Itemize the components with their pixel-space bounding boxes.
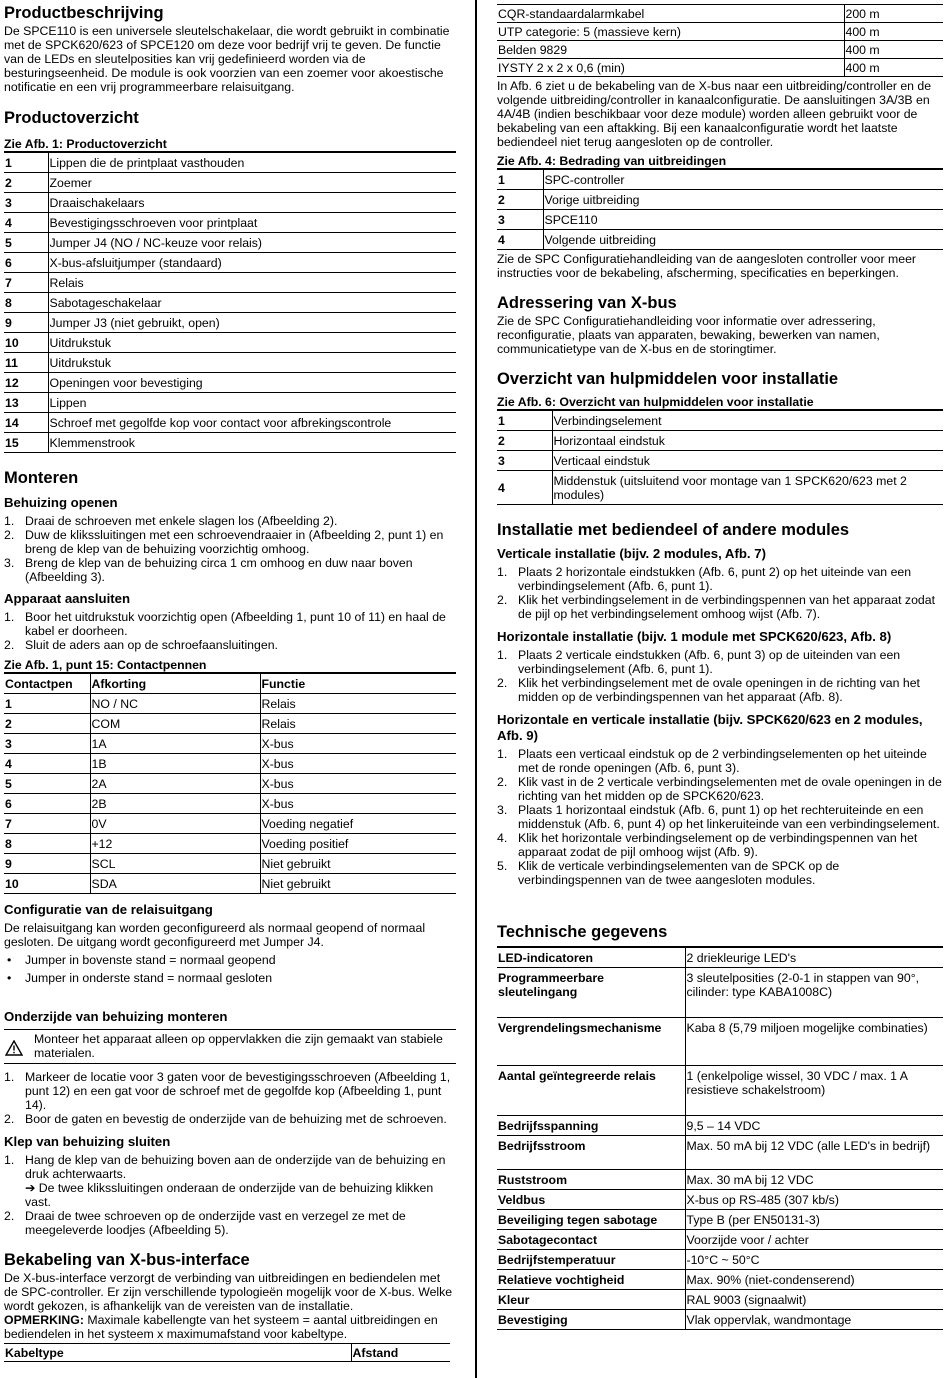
table-cell: X-bus: [260, 754, 456, 774]
table-cell: NO / NC: [90, 694, 260, 714]
warning-box: [4, 1029, 456, 1064]
table-cell: Relatieve vochtigheid: [497, 1270, 685, 1290]
heading-horizontale-installatie: Horizontale installatie (bijv. 1 module met SPCK620/623, Afb. 8): [497, 629, 892, 644]
table-cell: Voorzijde voor / achter: [685, 1230, 943, 1250]
table-cell: 9: [4, 854, 90, 874]
table-cell: Draaischakelaars: [48, 193, 456, 213]
list-number: 2.: [497, 676, 508, 690]
table-cell: 4: [497, 471, 552, 505]
table-row: [4, 814, 456, 834]
table-cell: Max. 30 mA bij 12 VDC: [685, 1170, 943, 1190]
list-item: [497, 676, 943, 704]
table-row: [4, 774, 456, 794]
table-row: [4, 273, 456, 293]
table-cell: 10: [4, 333, 48, 353]
list-item: [497, 565, 943, 593]
list-item: [497, 831, 943, 859]
table-cell: 4: [497, 230, 543, 250]
table-cell: 14: [4, 413, 48, 433]
table-cell: RAL 9003 (signaalwit): [685, 1290, 943, 1310]
table-cell: Relais: [260, 714, 456, 734]
table-bedrading: [497, 169, 943, 250]
list-number: 1.: [497, 648, 508, 662]
table-cell: 1B: [90, 754, 260, 774]
table-row: [497, 41, 943, 59]
bullet-icon: •: [7, 971, 12, 985]
list-number: 2.: [497, 775, 508, 789]
list-number: 2.: [497, 593, 508, 607]
table-row: [4, 213, 456, 233]
heading-apparaat-aansluiten: Apparaat aansluiten: [4, 591, 131, 606]
heading-verticale-installatie: Verticale installatie (bijv. 2 modules, Afb. 7): [497, 546, 766, 561]
table-row: [497, 1210, 943, 1230]
list-number: 4.: [497, 831, 508, 845]
list-item: [4, 556, 456, 584]
table-row: [4, 253, 456, 273]
table-row: [497, 431, 943, 451]
table-cell: Programmeerbare sleutelingang: [497, 968, 685, 1018]
table-header-row: [4, 674, 456, 694]
table-cell: X-bus: [260, 794, 456, 814]
table-cell: 2: [497, 190, 543, 210]
bullet-item: [4, 971, 456, 985]
right-column: [497, 4, 943, 1330]
list-text: Klik vast in de 2 verticale verbindingselementen met de ovale openingen in de richting van het midden op de SPCK620/623.: [518, 775, 942, 803]
list-behuizing-openen: [4, 514, 456, 584]
table-header-cell: Contactpen: [4, 674, 90, 694]
bullet-text: Jumper in bovenste stand = normaal geopend: [25, 953, 276, 967]
header-afstand: Afstand: [351, 1344, 450, 1362]
list-number: 1.: [497, 747, 508, 761]
table-row: [497, 230, 943, 250]
list-number: 3.: [497, 803, 508, 817]
list-text: Klik het verbindingselement met de ovale openingen in de richting van het midden op de verbindingspennen van het apparaat (Afb. 8).: [518, 676, 920, 704]
table-cell: Vlak oppervlak, wandmontage: [685, 1310, 943, 1330]
table-cell: X-bus-afsluitjumper (standaard): [48, 253, 456, 273]
table-cell: Bedrijfsstroom: [497, 1136, 685, 1170]
table-row: [497, 947, 943, 968]
table-cell: 1 (enkelpolige wissel, 30 VDC / max. 1 A resistieve schakelstroom): [685, 1066, 943, 1116]
table-cell: Bedrijfsspanning: [497, 1116, 685, 1136]
table-cell: IYSTY 2 x 2 x 0,6 (min): [497, 59, 844, 77]
list-item: [497, 775, 943, 803]
table-cell: X-bus: [260, 734, 456, 754]
table-cell: 9: [4, 313, 48, 333]
table-cell: 2A: [90, 774, 260, 794]
table-cell: Belden 9829: [497, 41, 844, 59]
table-row: [497, 59, 943, 77]
table-cell: Volgende uitbreiding: [543, 230, 943, 250]
table-row: [4, 754, 456, 774]
table-cell: Jumper J3 (niet gebruikt, open): [48, 313, 456, 333]
bullet-icon: •: [7, 953, 12, 967]
list-number: 5.: [497, 859, 508, 873]
table-cell: Max. 50 mA bij 12 VDC (alle LED's in bedrijf): [685, 1136, 943, 1170]
table-cell: SPCE110: [543, 210, 943, 230]
table-cell: Schroef met gegolfde kop voor contact voor afbrekingscontrole: [48, 413, 456, 433]
text-bekabeling: De X-bus-interface verzorgt de verbinding van uitbreidingen en bediendelen met de SPC-controller. Er zijn verschillende typologieën mogelijk voor de X-bus. Welke wordt gekozen, is afhankelijk van de vereisten van de installatie.: [4, 1271, 453, 1313]
table-cell: 2: [497, 431, 552, 451]
list-horverticale-installatie: [497, 747, 943, 887]
table-cell: 6: [4, 794, 90, 814]
table-cell: Verbindingselement: [552, 411, 943, 431]
table-cell: 10: [4, 874, 90, 894]
list-item: [497, 747, 943, 775]
table-row: [4, 794, 456, 814]
table-row: [497, 968, 943, 1018]
table-row: [4, 333, 456, 353]
table-cell: Bedrijfstemperatuur: [497, 1250, 685, 1270]
list-number: 1.: [4, 610, 15, 624]
heading-configuratie: Configuratie van de relaisuitgang: [4, 902, 213, 917]
list-item: [497, 859, 943, 887]
list-text: Duw de klikssluitingen met een schroevendraaier in (Afbeelding 2, punt 1) en breng de klep van de behuizing voorzichtig omhoog.: [25, 528, 444, 556]
table-row: [4, 373, 456, 393]
list-number: 2.: [4, 1112, 15, 1126]
list-text: Breng de klep van de behuizing circa 1 cm omhoog en duw naar boven (Afbeelding 3).: [25, 556, 413, 584]
table-row: [497, 210, 943, 230]
table-row: [497, 451, 943, 471]
table-cell: 2 driekleurige LED's: [685, 947, 943, 968]
list-number: 2.: [4, 638, 15, 652]
table-row: [497, 1270, 943, 1290]
heading-bekabeling: Bekabeling van X-bus-interface: [4, 1251, 250, 1269]
table-cell: Type B (per EN50131-3): [685, 1210, 943, 1230]
list-horizontale-installatie: [497, 648, 943, 704]
heading-horverticale-installatie: Horizontale en verticale installatie (bijv. SPCK620/623 en 2 modules, Afb. 9): [497, 712, 923, 743]
table-cell: 5: [4, 233, 48, 253]
table-cell: 3: [497, 451, 552, 471]
table-cell: Niet gebruikt: [260, 874, 456, 894]
list-text: Klik de verticale verbindingselementen van de SPCK op de verbindingspennen van de twee aangesloten modules.: [518, 859, 840, 887]
list-verticale-installatie: [497, 565, 943, 621]
table-row: [4, 433, 456, 453]
heading-installatie: Installatie met bediendeel of andere modules: [497, 521, 850, 539]
table-cell: 11: [4, 353, 48, 373]
table-row: [4, 153, 456, 173]
table-cell: 4: [4, 213, 48, 233]
list-item: [4, 638, 456, 652]
table-row: [4, 834, 456, 854]
heading-onderzijde: Onderzijde van behuizing monteren: [4, 1009, 228, 1024]
table-cell: Openingen voor bevestiging: [48, 373, 456, 393]
list-configuratie: [4, 953, 456, 985]
table-cell: UTP categorie: 5 (massieve kern): [497, 23, 844, 41]
table-row: [497, 23, 943, 41]
table-cell: -10°C ~ 50°C: [685, 1250, 943, 1270]
list-item: [497, 648, 943, 676]
table-row: [497, 190, 943, 210]
list-text: Plaats 2 verticale eindstukken (Afb. 6, punt 3) op de uiteinden van een verbindingselement (Afb. 6, punt 1).: [518, 648, 901, 676]
table-cell: Klemmenstrook: [48, 433, 456, 453]
table-cell: Vorige uitbreiding: [543, 190, 943, 210]
table-row: [497, 170, 943, 190]
table-cell: 2B: [90, 794, 260, 814]
table-row: [497, 1190, 943, 1210]
table-header-cell: Functie: [260, 674, 456, 694]
table-cell: Vergrendelingsmechanisme: [497, 1018, 685, 1066]
table-cell: Voeding positief: [260, 834, 456, 854]
table-cell: Zoemer: [48, 173, 456, 193]
table-cell: 5: [4, 774, 90, 794]
table-row: [497, 1116, 943, 1136]
table-cell: Bevestiging: [497, 1310, 685, 1330]
table-cell: 12: [4, 373, 48, 393]
table-cell: Uitdrukstuk: [48, 353, 456, 373]
list-text: Draai de schroeven met enkele slagen los (Afbeelding 2).: [25, 514, 338, 528]
table-cell: COM: [90, 714, 260, 734]
text-adressering: Zie de SPC Configuratiehandleiding voor informatie over adressering, reconfiguratie, plaats van apparaten, bewaking, bewerken van namen, communicatietype van de X-bus en de storingtimer.: [497, 314, 880, 356]
table-row: [497, 1066, 943, 1116]
table-row: [4, 854, 456, 874]
text-configuratie: De relaisuitgang kan worden geconfigureerd als normaal geopend of normaal gesloten. De uitgang wordt geconfigureerd met Jumper J4.: [4, 921, 426, 949]
table-cell: 8: [4, 293, 48, 313]
table-cell: Max. 90% (niet-condenserend): [685, 1270, 943, 1290]
table-cell: 400 m: [844, 41, 943, 59]
list-text: Boor de gaten en bevestig de onderzijde van de behuizing met de schroeven.: [25, 1112, 447, 1126]
text-opmerking: OPMERKING: Maximale kabellengte van het systeem = aantal uitbreidingen en bediendelen in het systeem x maximumafstand voor kabeltype.: [4, 1313, 438, 1341]
table-cell: 400 m: [844, 59, 943, 77]
table-row: [4, 734, 456, 754]
table-cell: Middenstuk (uitsluitend voor montage van 1 SPCK620/623 met 2 modules): [552, 471, 943, 505]
table-row: [4, 874, 456, 894]
table-cell: 1A: [90, 734, 260, 754]
table-cell: Voeding negatief: [260, 814, 456, 834]
table-cell: 3: [4, 193, 48, 213]
table-cell: 3: [497, 210, 543, 230]
heading-monteren: Monteren: [4, 469, 79, 487]
list-item: [4, 514, 456, 528]
table-cell: Aantal geïntegreerde relais: [497, 1066, 685, 1116]
heading-productbeschrijving: Productbeschrijving: [4, 4, 164, 22]
table-cell: SCL: [90, 854, 260, 874]
table-row: [497, 471, 943, 505]
table-cell: Sabotageschakelaar: [48, 293, 456, 313]
table-cell: Kaba 8 (5,79 miljoen mogelijke combinaties): [685, 1018, 943, 1066]
table-contactpennen: [4, 673, 456, 894]
table-cell: Lippen: [48, 393, 456, 413]
table-header-row: [4, 1344, 450, 1362]
list-text: Plaats 2 horizontale eindstukken (Afb. 6, punt 2) op het uiteinde van een verbindingselement (Afb. 6, punt 1).: [518, 565, 912, 593]
list-text: Klik het verbindingselement in de verbindingspennen van het apparaat zodat de pijl op het verbindingselement omhoog wijst (Afb. 7).: [518, 593, 936, 621]
list-text: Sluit de aders aan op de schroefaansluitingen.: [25, 638, 278, 652]
list-text: Plaats een verticaal eindstuk op de 2 verbindingselementen op het uiteinde met de ronde openingen (Afb. 6, punt 3).: [518, 747, 927, 775]
table-cell: Sabotagecontact: [497, 1230, 685, 1250]
table-header-cell: Afkorting: [90, 674, 260, 694]
table-cell: 2: [4, 173, 48, 193]
table-cell: 7: [4, 814, 90, 834]
table-cell: Niet gebruikt: [260, 854, 456, 874]
list-item: [4, 528, 456, 556]
bullet-text: Jumper in onderste stand = normaal gesloten: [25, 971, 273, 985]
list-number: 1.: [4, 1070, 15, 1084]
list-text: Boor het uitdrukstuk voorzichtig open (Afbeelding 1, punt 10 of 11) en haal de kabel er doorheen.: [25, 610, 446, 638]
table-row: [4, 413, 456, 433]
table-cell: 3 sleutelposities (2-0-1 in stappen van 90°, cilinder: type KABA1008C): [685, 968, 943, 1018]
table-cell: SPC-controller: [543, 170, 943, 190]
list-text: Klik het horizontale verbindingselement op de verbindingspennen van het apparaat zodat de pijl omhoog wijst (Afb. 9).: [518, 831, 918, 859]
table-row: [497, 1018, 943, 1066]
heading-adressering: Adressering van X-bus: [497, 294, 677, 312]
table-cell: 0V: [90, 814, 260, 834]
table-cell: Jumper J4 (NO / NC-keuze voor relais): [48, 233, 456, 253]
table-cell: Lippen die de printplaat vasthouden: [48, 153, 456, 173]
table-cell: X-bus: [260, 774, 456, 794]
table-cell: 6: [4, 253, 48, 273]
heading-behuizing-openen: Behuizing openen: [4, 495, 118, 510]
table-cell: 7: [4, 273, 48, 293]
table-row: [4, 313, 456, 333]
table-row: [4, 173, 456, 193]
list-item: [4, 610, 456, 638]
table-cell: 9,5 – 14 VDC: [685, 1116, 943, 1136]
list-item: [497, 803, 943, 831]
table-cell: 4: [4, 754, 90, 774]
table-cell: 8: [4, 834, 90, 854]
table-row: [497, 1230, 943, 1250]
caption-hulpmiddelen: Zie Afb. 6: Overzicht van hulpmiddelen voor installatie: [497, 395, 943, 410]
table-row: [497, 1250, 943, 1270]
arrow-right-icon: ➔: [25, 1181, 36, 1195]
table-row: [4, 293, 456, 313]
list-number: 3.: [4, 556, 15, 570]
table-cell: Relais: [260, 694, 456, 714]
table-cell: LED-indicatoren: [497, 947, 685, 968]
table-cell: +12: [90, 834, 260, 854]
table-cell: 1: [497, 411, 552, 431]
table-cell: Bevestigingsschroeven voor printplaat: [48, 213, 456, 233]
list-number: 1.: [4, 514, 15, 528]
table-cell: 200 m: [844, 5, 943, 23]
table-row: [4, 714, 456, 734]
table-row: [4, 393, 456, 413]
table-row: [497, 5, 943, 23]
table-row: [4, 233, 456, 253]
list-number: 2.: [4, 528, 15, 542]
text-afb6: In Afb. 6 ziet u de bekabeling van de X-bus naar een uitbreiding/controller en de volgende uitbreiding/controller in kanaalconfiguratie. De aansluitingen 3A/3B en 4A/4B (indien beschikbaar voor deze module) worden alleen gebruikt voor de bekabeling van een aftakking. Bij een kanaalconfiguratie wordt het laatste bediendeel niet terug aangesloten op de controller.: [497, 79, 932, 149]
heading-hulpmiddelen: Overzicht van hulpmiddelen voor installatie: [497, 370, 839, 388]
table-cell: CQR-standaardalarmkabel: [497, 5, 844, 23]
table-row: [497, 1136, 943, 1170]
list-item: [4, 1070, 456, 1112]
list-onderzijde: [4, 1070, 456, 1126]
table-cell: Uitdrukstuk: [48, 333, 456, 353]
list-item: 1. Hang de klep van de behuizing boven aan de onderzijde van de behuizing en druk achterwaarts. ➔ De twee klikssluitingen onderaan de onderzijde van de behuizing klikken vast.: [4, 1153, 446, 1209]
bullet-item: [4, 953, 456, 967]
table-kabeltype-header: [4, 1343, 450, 1362]
list-text: Markeer de locatie voor 3 gaten voor de bevestigingsschroeven (Afbeelding 1, punt 12) en een gat voor de schroef met de gegolfde kop (Afbeelding 1, punt 14).: [25, 1070, 451, 1112]
header-kabeltype: Kabeltype: [4, 1344, 351, 1362]
table-cell: 1: [4, 153, 48, 173]
list-klep-sluiten: [4, 1153, 456, 1237]
caption-contactpennen: Zie Afb. 1, punt 15: Contactpennen: [4, 658, 456, 673]
heading-klep-sluiten: Klep van behuizing sluiten: [4, 1134, 171, 1149]
table-cell: Verticaal eindstuk: [552, 451, 943, 471]
table-cell: 1: [4, 694, 90, 714]
list-text: Plaats 1 horizontaal eindstuk (Afb. 6, punt 1) op het rechteruiteinde en een middenstuk (Afb. 6, punt 4) op het linkeruiteinde van een verbindingselement.: [518, 803, 940, 831]
table-cell: SDA: [90, 874, 260, 894]
column-divider: [475, 0, 477, 1378]
warning-icon: [4, 1032, 34, 1060]
heading-productoverzicht: Productoverzicht: [4, 109, 139, 127]
table-cell: Kleur: [497, 1290, 685, 1310]
table-cell: Relais: [48, 273, 456, 293]
table-cell: Veldbus: [497, 1190, 685, 1210]
list-item: [497, 593, 943, 621]
table-cell: Ruststroom: [497, 1170, 685, 1190]
table-cell: 1: [497, 170, 543, 190]
table-row: [4, 353, 456, 373]
table-hulpmiddelen: [497, 410, 943, 505]
list-number: 1.: [497, 565, 508, 579]
text-bedrading: Zie de SPC Configuratiehandleiding van de aangesloten controller voor meer instructies voor de bekabeling, afscherming, specificaties en beperkingen.: [497, 252, 917, 280]
table-row: [4, 694, 456, 714]
table-cell: 2: [4, 714, 90, 734]
heading-technische-gegevens: Technische gegevens: [497, 923, 668, 941]
list-item: 2. Draai de twee schroeven op de onderzijde vast en verzegel ze met de meegeleverde loodjes (Afbeelding 5).: [4, 1209, 406, 1237]
table-cell: 15: [4, 433, 48, 453]
list-apparaat-aansluiten: [4, 610, 456, 652]
list-item: [4, 1112, 456, 1126]
table-row: [497, 1310, 943, 1330]
caption-productoverzicht: Zie Afb. 1: Productoverzicht: [4, 137, 456, 152]
table-kabeltypen: [497, 4, 943, 77]
table-row: [497, 1170, 943, 1190]
warning-text: Monteer het apparaat alleen op oppervlakken die zijn gemaakt van stabiele materialen.: [34, 1032, 443, 1060]
table-cell: Horizontaal eindstuk: [552, 431, 943, 451]
table-cell: X-bus op RS-485 (307 kb/s): [685, 1190, 943, 1210]
table-cell: Beveiliging tegen sabotage: [497, 1210, 685, 1230]
table-productoverzicht: [4, 152, 456, 453]
table-row: [4, 193, 456, 213]
table-row: [497, 411, 943, 431]
caption-bedrading: Zie Afb. 4: Bedrading van uitbreidingen: [497, 154, 943, 169]
text-productbeschrijving: De SPCE110 is een universele sleutelschakelaar, die wordt gebruikt in combinatie met de SPCK620/623 of SPCE120 om deze voor bedrijf vrij te geven. De functie van de LEDs en sleutelposities kan vrij gedefinieerd worden via de besturingseenheid. De module is ook voorzien van een zoemer voor akoestische notificatie en een vrij programmeerbare relaisuitgang.: [4, 24, 450, 94]
table-cell: 400 m: [844, 23, 943, 41]
table-cell: 13: [4, 393, 48, 413]
left-column: [4, 4, 456, 1362]
table-cell: 3: [4, 734, 90, 754]
table-row: [497, 1290, 943, 1310]
table-technische-gegevens: [497, 946, 943, 1330]
